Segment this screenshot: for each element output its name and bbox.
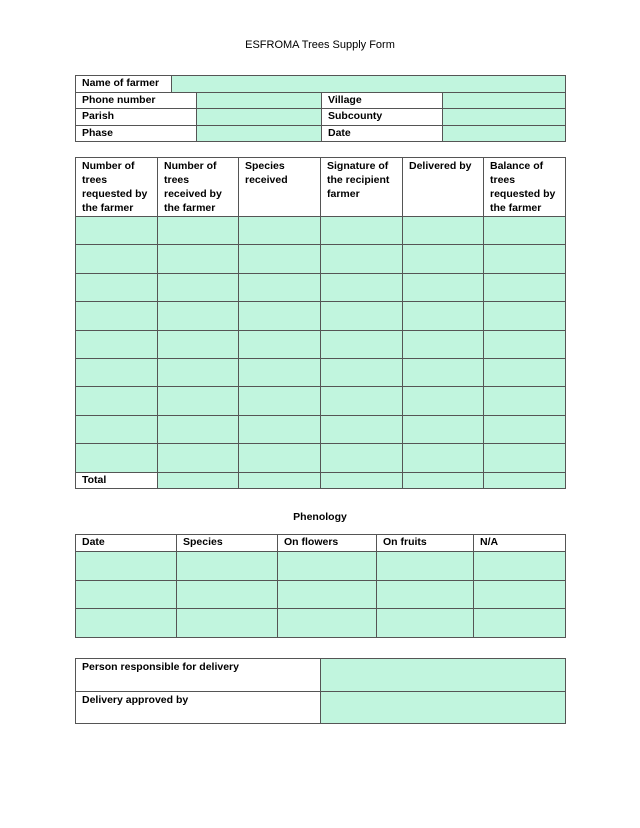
- total-input[interactable]: [484, 473, 565, 489]
- phenology-table-cell[interactable]: [474, 552, 566, 581]
- phenology-table-cell[interactable]: [278, 552, 377, 581]
- trees-table-cell-input[interactable]: [239, 217, 320, 244]
- trees-table-cell-input[interactable]: [76, 302, 157, 329]
- trees-table-cell[interactable]: [484, 415, 566, 443]
- col-header-requested: Number of trees requested by the farmer: [76, 158, 158, 217]
- trees-table-cell[interactable]: [321, 217, 403, 245]
- phenology-table-cell-input[interactable]: [377, 552, 473, 580]
- trees-table-cell[interactable]: [158, 387, 239, 415]
- trees-table-cell-input[interactable]: [76, 359, 157, 386]
- trees-table-cell-input[interactable]: [158, 245, 238, 272]
- phenology-table-cell[interactable]: [377, 609, 474, 638]
- trees-table-cell[interactable]: [321, 387, 403, 415]
- trees-table-cell-input[interactable]: [76, 331, 157, 358]
- pheno-header-date: Date: [76, 535, 177, 552]
- trees-table-cell[interactable]: [321, 302, 403, 330]
- trees-table-cell-input[interactable]: [321, 359, 402, 386]
- trees-table-cell[interactable]: [403, 330, 484, 358]
- trees-table-row: [76, 387, 566, 415]
- trees-table-cell-input[interactable]: [484, 359, 565, 386]
- phenology-table-cell[interactable]: [278, 580, 377, 609]
- phenology-table-cell[interactable]: [377, 580, 474, 609]
- pheno-header-species: Species: [177, 535, 278, 552]
- phenology-body: [76, 552, 566, 638]
- trees-table-cell[interactable]: [484, 273, 566, 301]
- trees-table-cell[interactable]: [239, 387, 321, 415]
- total-input[interactable]: [403, 473, 483, 489]
- trees-table-cell-input[interactable]: [76, 444, 157, 471]
- trees-table-cell[interactable]: [158, 302, 239, 330]
- phone-number-input[interactable]: [197, 93, 321, 109]
- approved-by-label: Delivery approved by: [76, 691, 321, 724]
- phenology-table: [75, 534, 566, 638]
- person-responsible-field[interactable]: [321, 659, 566, 692]
- date-label: Date: [322, 125, 443, 142]
- trees-table-cell[interactable]: [484, 358, 566, 386]
- pheno-header-on-flowers: On flowers: [278, 535, 377, 552]
- trees-table-cell-input[interactable]: [321, 274, 402, 301]
- trees-table-cell[interactable]: [484, 217, 566, 245]
- pheno-header-on-fruits: On fruits: [377, 535, 474, 552]
- phenology-table-cell-input[interactable]: [377, 581, 473, 609]
- col-header-species: Species received: [239, 158, 321, 217]
- trees-table-cell-input[interactable]: [239, 416, 320, 443]
- phenology-table-cell[interactable]: [76, 580, 177, 609]
- trees-table-cell-input[interactable]: [239, 245, 320, 272]
- trees-table-cell-input[interactable]: [403, 444, 483, 471]
- phenology-table-cell-input[interactable]: [278, 609, 376, 637]
- trees-table-row: [76, 273, 566, 301]
- trees-table-cell[interactable]: [158, 415, 239, 443]
- approved-by-input[interactable]: [321, 692, 565, 724]
- trees-table-cell[interactable]: [76, 330, 158, 358]
- trees-table-cell-input[interactable]: [484, 274, 565, 301]
- subcounty-input[interactable]: [443, 109, 565, 125]
- parish-label: Parish: [76, 109, 197, 126]
- phenology-table-cell-input[interactable]: [278, 581, 376, 609]
- col-header-signature: Signature of the recipient farmer: [321, 158, 403, 217]
- trees-table-cell[interactable]: [403, 302, 484, 330]
- trees-table-cell[interactable]: [403, 273, 484, 301]
- approved-by-field[interactable]: [321, 691, 566, 724]
- trees-table-cell[interactable]: [76, 358, 158, 386]
- phenology-table-cell[interactable]: [474, 580, 566, 609]
- trees-table-cell-input[interactable]: [484, 331, 565, 358]
- trees-table-cell[interactable]: [76, 444, 158, 472]
- total-input[interactable]: [321, 473, 402, 489]
- trees-table-cell[interactable]: [158, 444, 239, 472]
- phenology-table-cell-input[interactable]: [177, 581, 277, 609]
- trees-table-cell-input[interactable]: [403, 217, 483, 244]
- trees-table-cell-input[interactable]: [403, 331, 483, 358]
- col-header-delivered-by: Delivered by: [403, 158, 484, 217]
- phase-input[interactable]: [197, 126, 321, 142]
- phone-number-field[interactable]: [197, 92, 322, 109]
- trees-table-cell-input[interactable]: [239, 444, 320, 471]
- total-cell[interactable]: [158, 472, 239, 489]
- trees-supply-table: [75, 157, 566, 489]
- village-label: Village: [322, 92, 443, 109]
- trees-table-cell[interactable]: [158, 358, 239, 386]
- trees-table-cell-input[interactable]: [239, 387, 320, 414]
- total-cell[interactable]: [403, 472, 484, 489]
- trees-table-cell-input[interactable]: [484, 444, 565, 471]
- phenology-table-row: [76, 580, 566, 609]
- name-of-farmer-label: Name of farmer: [76, 76, 172, 93]
- trees-table-cell[interactable]: [321, 330, 403, 358]
- phenology-table-row: [76, 552, 566, 581]
- phenology-table-row: [76, 609, 566, 638]
- village-field[interactable]: [443, 92, 566, 109]
- trees-table-cell[interactable]: [239, 415, 321, 443]
- trees-table-cell[interactable]: [239, 273, 321, 301]
- trees-table-row: [76, 358, 566, 386]
- trees-table-cell[interactable]: [484, 245, 566, 273]
- trees-table-cell-input[interactable]: [158, 387, 238, 414]
- trees-table-cell-input[interactable]: [403, 245, 483, 272]
- date-input[interactable]: [443, 126, 565, 142]
- trees-table-cell[interactable]: [76, 273, 158, 301]
- trees-table-cell[interactable]: [239, 358, 321, 386]
- phenology-table-cell-input[interactable]: [177, 552, 277, 580]
- pheno-header-na: N/A: [474, 535, 566, 552]
- phenology-table-cell[interactable]: [177, 609, 278, 638]
- trees-table-cell-input[interactable]: [321, 245, 402, 272]
- phenology-table-cell-input[interactable]: [76, 552, 176, 580]
- phenology-table-cell-input[interactable]: [177, 609, 277, 637]
- trees-table-cell[interactable]: [403, 415, 484, 443]
- trees-table-cell-input[interactable]: [484, 416, 565, 443]
- trees-table-cell[interactable]: [484, 444, 566, 472]
- trees-table-cell-input[interactable]: [403, 302, 483, 329]
- trees-table-cell-input[interactable]: [239, 331, 320, 358]
- trees-table-cell[interactable]: [158, 330, 239, 358]
- trees-table-cell-input[interactable]: [76, 245, 157, 272]
- trees-table-cell-input[interactable]: [403, 359, 483, 386]
- trees-table-row: [76, 245, 566, 273]
- trees-table-cell[interactable]: [403, 217, 484, 245]
- trees-table-cell[interactable]: [239, 217, 321, 245]
- trees-table-cell[interactable]: [321, 358, 403, 386]
- trees-table-cell-input[interactable]: [158, 359, 238, 386]
- parish-field[interactable]: [197, 109, 322, 126]
- trees-table-cell-input[interactable]: [158, 416, 238, 443]
- phenology-table-cell-input[interactable]: [474, 552, 565, 580]
- trees-table-cell-input[interactable]: [158, 217, 238, 244]
- name-of-farmer-input[interactable]: [172, 76, 565, 92]
- trees-table-cell[interactable]: [76, 245, 158, 273]
- total-input[interactable]: [158, 473, 238, 489]
- farmer-info-table: [75, 75, 566, 142]
- trees-table-cell[interactable]: [484, 387, 566, 415]
- village-input[interactable]: [443, 93, 565, 109]
- trees-table-row: [76, 217, 566, 245]
- trees-table-cell-input[interactable]: [239, 359, 320, 386]
- trees-table-cell-input[interactable]: [321, 302, 402, 329]
- trees-table-cell-input[interactable]: [158, 331, 238, 358]
- trees-table-cell[interactable]: [76, 217, 158, 245]
- trees-table-cell-input[interactable]: [321, 387, 402, 414]
- trees-table-cell-input[interactable]: [321, 331, 402, 358]
- trees-table-cell[interactable]: [484, 330, 566, 358]
- phenology-table-cell-input[interactable]: [474, 581, 565, 609]
- phenology-title: Phenology: [293, 511, 347, 523]
- trees-body: [76, 217, 566, 473]
- name-of-farmer-field[interactable]: [172, 76, 566, 93]
- phenology-table-cell-input[interactable]: [377, 609, 473, 637]
- phenology-table-cell-input[interactable]: [278, 552, 376, 580]
- phenology-table-cell[interactable]: [177, 580, 278, 609]
- trees-table-cell[interactable]: [158, 245, 239, 273]
- person-responsible-label: Person responsible for delivery: [76, 659, 321, 692]
- trees-table-cell-input[interactable]: [158, 444, 238, 471]
- trees-table-cell[interactable]: [403, 245, 484, 273]
- trees-table-cell-input[interactable]: [76, 274, 157, 301]
- phenology-table-cell[interactable]: [177, 552, 278, 581]
- trees-table-cell[interactable]: [321, 415, 403, 443]
- trees-table-cell[interactable]: [403, 444, 484, 472]
- total-input[interactable]: [239, 473, 320, 489]
- phase-field[interactable]: [197, 125, 322, 142]
- date-field[interactable]: [443, 125, 566, 142]
- trees-table-cell-input[interactable]: [239, 274, 320, 301]
- trees-table-cell[interactable]: [239, 245, 321, 273]
- trees-table-cell[interactable]: [76, 387, 158, 415]
- subcounty-field[interactable]: [443, 109, 566, 126]
- phone-number-label: Phone number: [76, 92, 197, 109]
- trees-table-cell[interactable]: [158, 273, 239, 301]
- trees-table-cell[interactable]: [239, 330, 321, 358]
- trees-table-cell[interactable]: [321, 245, 403, 273]
- trees-table-cell-input[interactable]: [76, 416, 157, 443]
- trees-table-cell[interactable]: [239, 302, 321, 330]
- trees-table-cell[interactable]: [321, 273, 403, 301]
- phenology-table-cell[interactable]: [278, 609, 377, 638]
- trees-table-cell-input[interactable]: [158, 302, 238, 329]
- trees-table-cell-input[interactable]: [239, 302, 320, 329]
- trees-table-cell-input[interactable]: [76, 387, 157, 414]
- trees-table-cell[interactable]: [158, 217, 239, 245]
- responsibility-table: [75, 658, 566, 724]
- trees-table-cell-input[interactable]: [76, 217, 157, 244]
- trees-table-cell[interactable]: [76, 415, 158, 443]
- trees-table-cell-input[interactable]: [484, 217, 565, 244]
- form-title: ESFROMA Trees Supply Form: [245, 39, 395, 51]
- parish-input[interactable]: [197, 109, 321, 125]
- trees-table-cell-input[interactable]: [403, 274, 483, 301]
- trees-table-row: [76, 302, 566, 330]
- trees-table-cell-input[interactable]: [321, 217, 402, 244]
- trees-table-cell-input[interactable]: [484, 387, 565, 414]
- phase-label: Phase: [76, 125, 197, 142]
- trees-table-cell-input[interactable]: [321, 444, 402, 471]
- trees-table-cell-input[interactable]: [321, 416, 402, 443]
- phenology-table-cell[interactable]: [474, 609, 566, 638]
- trees-table-cell-input[interactable]: [484, 245, 565, 272]
- col-header-balance: Balance of trees requested by the farmer: [484, 158, 566, 217]
- trees-table-row: [76, 444, 566, 472]
- trees-table-cell[interactable]: [239, 444, 321, 472]
- phenology-table-cell[interactable]: [377, 552, 474, 581]
- total-cell[interactable]: [484, 472, 566, 489]
- trees-table-cell[interactable]: [484, 302, 566, 330]
- trees-table-cell[interactable]: [321, 444, 403, 472]
- col-header-received: Number of trees received by the farmer: [158, 158, 239, 217]
- total-label: Total: [76, 472, 158, 489]
- total-cell[interactable]: [321, 472, 403, 489]
- phenology-table-cell-input[interactable]: [76, 581, 176, 609]
- trees-table-cell[interactable]: [403, 358, 484, 386]
- trees-table-cell[interactable]: [76, 302, 158, 330]
- trees-table-cell-input[interactable]: [484, 302, 565, 329]
- trees-table-cell-input[interactable]: [158, 274, 238, 301]
- trees-table-row: [76, 415, 566, 443]
- trees-table-cell[interactable]: [403, 387, 484, 415]
- trees-table-cell-input[interactable]: [403, 416, 483, 443]
- phenology-table-cell-input[interactable]: [474, 609, 565, 637]
- trees-table-row: [76, 330, 566, 358]
- trees-table-cell-input[interactable]: [403, 387, 483, 414]
- phenology-table-cell[interactable]: [76, 609, 177, 638]
- phenology-table-cell[interactable]: [76, 552, 177, 581]
- subcounty-label: Subcounty: [322, 109, 443, 126]
- person-responsible-input[interactable]: [321, 659, 565, 691]
- phenology-table-cell-input[interactable]: [76, 609, 176, 637]
- total-cell[interactable]: [239, 472, 321, 489]
